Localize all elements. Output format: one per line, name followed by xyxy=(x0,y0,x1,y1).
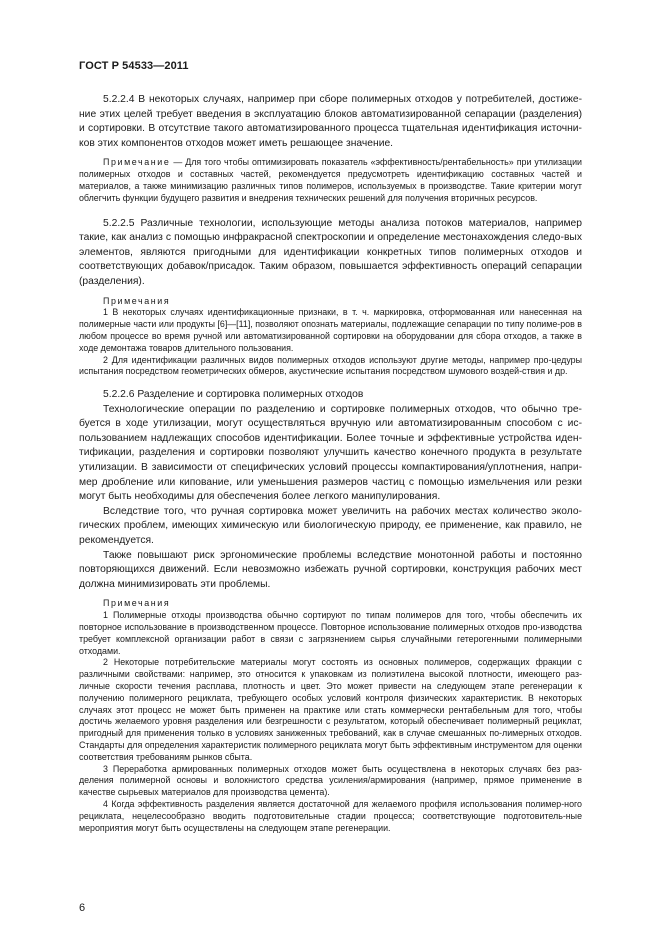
note-5-2-2-5-2: 2 Для идентификации различных видов полимерных отходов используют другие методы, например про-цедуры испытания посредством геометрических обмеров, акустические испытания посредством шумового воздей-ствия и др. xyxy=(79,354,582,377)
standard-header: ГОСТ Р 54533—2011 xyxy=(79,60,189,72)
note-text: — Для того чтобы оптимизировать показатель «эффективность/рентабельность» при утилизации полимерных отходов и составных частей, рекомендуется предусмотреть идентификацию составных частей и материалов, а также минимизацию различных типов полимеров, используемых в производстве. Такие критерии могут облегчить функции будущего развития и внедрения технических решений для получения вторичных ресурсов. xyxy=(79,157,582,203)
note-5-2-2-4 xyxy=(79,157,582,204)
note-5-2-2-6-4: 4 Когда эффективность разделения является достаточной для желаемого профиля использования полимер-ного рециклата, нецелесообразно вводить подготовительные стадии процесса; соответствующие подготовитель-ные мероприятия могут быть осуществлены на следующем этапе регенерации. xyxy=(79,798,582,833)
clause-5-2-2-6-p3: Также повышают риск эргономические проблемы вследствие монотонной работы и постоянно повторяющихся движений. Если невозможно избежать ручной сортировки, конструкция рабочих мест должна минимизировать эти проблемы. xyxy=(79,549,582,590)
note-label: Примечание xyxy=(103,157,171,168)
page-number: 6 xyxy=(79,902,86,914)
note-5-2-2-6-3: 3 Переработка армированных полимерных отходов может быть осуществлена в некоторых случаях без раз-деления полимерной основы и волокнистого средства усиления/армирования (например, прямое применение в качестве сырьевых материалов для производства цемента). xyxy=(79,763,582,798)
document-body xyxy=(79,93,582,834)
notes-label: Примечания xyxy=(103,295,171,306)
clause-5-2-2-5: 5.2.2.5 Различные технологии, использующие методы анализа потоков материалов, например такие, как анализ с помощью инфракрасной спектроскопии и определение местонахождения следо-вых элементов, являются пригодными для идентификации конкретных типов полимерных отходов и соответствующих добавок/присадок. Таким образом, повышается эффективность операций сепарации (разделения). xyxy=(79,217,582,287)
clause-5-2-2-6-p2: Вследствие того, что ручная сортировка может увеличить на рабочих местах количество эколо-гических проблем, имеющих химическую или биологическую природу, ее применение, как правило, не рекомендуется. xyxy=(79,505,582,547)
clause-5-2-2-6-p1: Технологические операции по разделению и сортировке полимерных отходов, что обычно тре-буется в ходе утилизации, могут осуществляться вручную или автоматизированным способом с ис-пользованием надлежащих способов идентификации. Более точные и эффективные устройства иден-тификации, разделения и сортировки позволяют улучшить качество конечного продукта в результате утилизации. В зависимости от специфических условий процессы компактирования/уплотнения, напри-мер дробление или кипование, или уменьшения размеров частиц с помощью измельчения или резки могут быть необходимы для обеспечения более легкого манипулирования. xyxy=(79,403,582,503)
note-5-2-2-6-2: 2 Некоторые потребительские материалы могут состоять из основных полимеров, содержащих фракции с различными свойствами: например, это относится к упаковкам из полиэтилена высокой плотности, имеющего раз-личные скорости течения расплава, плотность и цвет. Это может привести на следующем этапе регенерации к получению полимерного рециклата, требующего особых условий контроля физических характеристик. В некоторых случаях этот процесс не может быть применен на практике или стать коммерчески рентабельным для того, чтобы достичь желаемого уровня разделения или безгрешности с результатом, который обеспечивает полимерный рециклат, пригодный для применения только в условиях заниженных требований, как в случае смешанных по-лимерных отходов. Стандарты для определения характеристик полимерного рециклата могут быть эффективным инструментом для оценки соответствия требованиям рынков сбыта. xyxy=(79,657,582,762)
note-5-2-2-5-1: 1 В некоторых случаях идентификационные признаки, в т. ч. маркировка, отформованная или нанесенная на полимерные части или продукты [6]—[11], позволяют опознать материалы, подлежащие сепарации по типу полиме-ров в любом процессе во время ручной или автоматизированной сортировки на оборудовании для сбора отходов, а также в ходе демонтажа товаров длительного пользования. xyxy=(79,307,582,353)
clause-5-2-2-4: 5.2.2.4 В некоторых случаях, например при сборе полимерных отходов у потребителей, достиже-ние этих целей требует введения в эксплуатацию блоков автоматизированной сепарации (разделения) и сортировки. В отсутствие такого автоматизированного процесса тщательная идентификация источни-ков этих компонентов отходов может иметь решающее значение. xyxy=(79,94,582,149)
note-5-2-2-6-1: 1 Полимерные отходы производства обычно сортируют по типам полимеров для того, чтобы обеспечить их повторное использование в производственном процессе. Повторное использование полимерных отходов про-изводства требует комплексной организации работ в связи с загрязнением сырья случайными гетерогенными полимерными отходами. xyxy=(79,610,582,656)
clause-5-2-2-6-heading: 5.2.2.6 Разделение и сортировка полимерных отходов xyxy=(103,389,364,401)
notes-label: Примечания xyxy=(103,598,171,609)
